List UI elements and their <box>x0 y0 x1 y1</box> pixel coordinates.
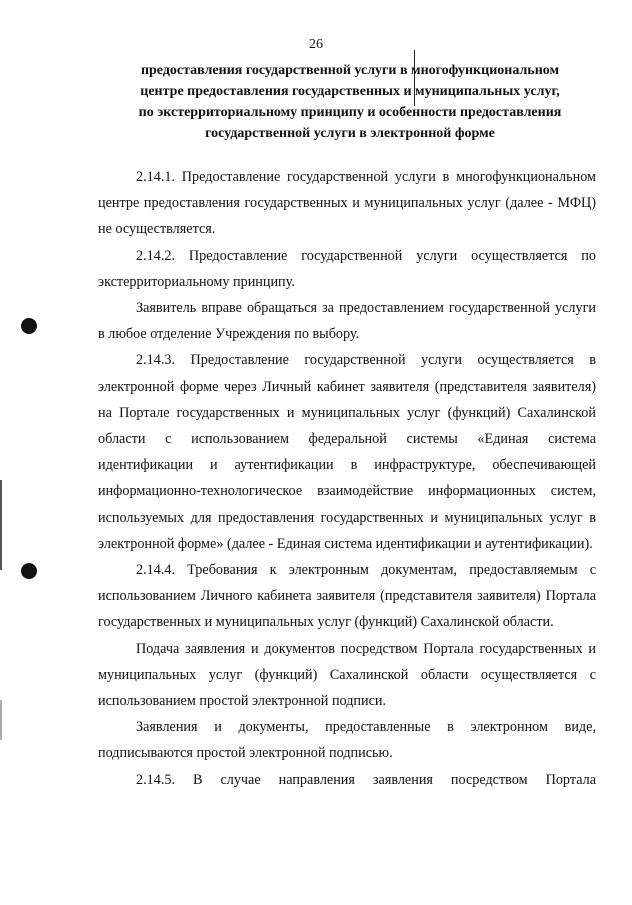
scan-edge-mark <box>0 700 2 740</box>
paragraph-applicant-right: Заявитель вправе обращаться за предоставлением государственной услуги в любое отделение Учреждения по выбору. <box>98 300 596 343</box>
heading-line: центре предоставления государственных и муниципальных услуг, <box>140 84 560 99</box>
page-number: 26 <box>309 37 323 52</box>
paragraph-signing: Заявления и документы, предоставленные в электронном виде, подписываются простой электронной подписью. <box>98 719 596 762</box>
punch-hole-mark <box>21 563 37 579</box>
heading-line: по экстерриториальному принципу и особенности предоставления <box>138 105 562 120</box>
document-body <box>98 164 596 793</box>
paragraph-2-14-4: 2.14.4. Требования к электронным документам, предоставляемым с использованием Личного кабинета заявителя (представителя заявителя) Портала государственных и муниципальных услуг (функций) Сахалинской области. <box>98 562 596 631</box>
heading-line: государственной услуги в электронной форме <box>205 126 495 141</box>
paragraph-submission: Подача заявления и документов посредством Портала государственных и муниципальных услуг (функций) Сахалинской области осуществляется с использованием простой электронной подписи. <box>98 640 596 710</box>
paragraph-2-14-5: 2.14.5. В случае направления заявления посредством Портала <box>136 771 596 788</box>
scan-edge-mark <box>0 480 2 570</box>
paragraph-2-14-2: 2.14.2. Предоставление государственной услуги осуществляется по экстерриториальному принципу. <box>98 247 596 290</box>
heading-line: предоставления государственной услуги в многофункциональном <box>140 63 560 78</box>
paragraph-2-14-1: 2.14.1. Предоставление государственной услуги в многофункциональном центре предоставления государственных и муниципальных услуг (далее - МФЦ) не осуществляется. <box>98 169 596 238</box>
punch-hole-mark <box>21 318 37 334</box>
paragraph-2-14-3: 2.14.3. Предоставление государственной услуги осуществляется в электронной форме через Личный кабинет заявителя (представителя заявителя) на Портале государственных и муниципальных услуг (функций) Сахалинской области с использованием федеральной системы «Единая система идентификации и аутентификации в инфраструктуре, обеспечивающей информационно-технологическое взаимодействие информационных систем, используемых для предоставления государственных и муниципальных услуг в электронной форме» (далее - Единая система идентификации и аутентификации). <box>98 352 596 552</box>
section-heading <box>100 60 600 144</box>
